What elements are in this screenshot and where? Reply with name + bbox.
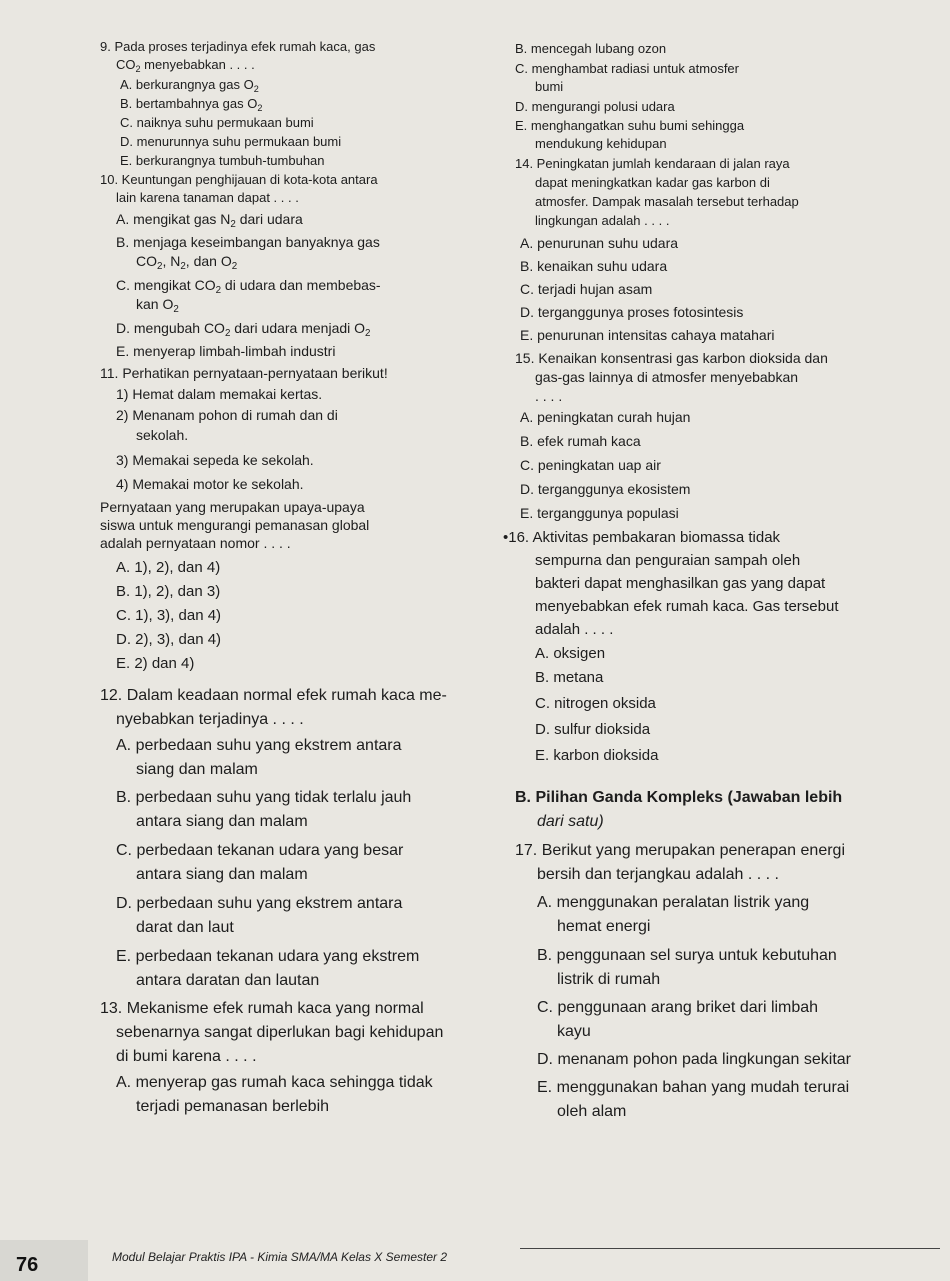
text-line-q15c: . . . . — [535, 388, 563, 404]
text-line-q17A2: hemat energi — [557, 918, 651, 935]
text-line-q11D: D. 2), 3), dan 4) — [116, 631, 222, 648]
text-line-q17: 17. Berikut yang merupakan penerapan energi — [515, 842, 845, 859]
text-line-q9B: B. bertambahnya gas $O_2$ — [120, 96, 263, 113]
text-line-q10A: A. mengikat gas $N_2$ dari udara — [116, 211, 303, 230]
text-line-q12A2: siang dan malam — [136, 761, 258, 778]
text-line-q9rE2: mendukung kehidupan — [535, 136, 667, 151]
text-line-q16: •16. Aktivitas pembakaran biomassa tidak — [503, 529, 781, 546]
text-line-q17B2: listrik di rumah — [557, 971, 661, 988]
text-line-q15B: B. efek rumah kaca — [520, 433, 641, 449]
text-line-q12D2: darat dan laut — [136, 919, 234, 936]
text-line-q9rD: D. mengurangi polusi udara — [515, 99, 675, 114]
text-line-q17E: E. menggunakan bahan yang mudah terurai — [537, 1079, 850, 1096]
text-line-q9E: E. berkurangnya tumbuh-tumbuhan — [120, 153, 325, 168]
text-line-q9A: A. berkurangnya gas $O_2$ — [120, 77, 259, 94]
text-line-secB2: dari satu) — [537, 813, 604, 830]
text-line-q14C: C. terjadi hujan asam — [520, 281, 653, 297]
text-line-q9C: C. naiknya suhu permukaan bumi — [120, 115, 314, 130]
text-line-q17B: B. penggunaan sel surya untuk kebutuhan — [537, 947, 837, 964]
text-line-q9rC2: bumi — [535, 79, 564, 94]
text-line-secB: B. Pilihan Ganda Kompleks (Jawaban lebih — [515, 789, 843, 806]
text-line-q12: 12. Dalam keadaan normal efek rumah kaca me- — [100, 687, 447, 704]
page-number: 76 — [16, 1254, 39, 1276]
text-line-q11E: E. 2) dan 4) — [116, 655, 195, 672]
text-line-q15D: D. terganggunya ekosistem — [520, 481, 691, 497]
book-title: Modul Belajar Praktis IPA - Kimia SMA/MA Kelas X Semester 2 — [112, 1250, 447, 1264]
text-line-q10D: D. mengubah $CO_2$ dari udara menjadi $O_2$ — [116, 320, 371, 339]
text-line-q10: 10. Keuntungan penghijauan di kota-kota antara — [100, 172, 378, 187]
text-line-q11-2b: sekolah. — [136, 427, 189, 443]
text-line-q10B: B. menjaga keseimbangan banyaknya gas — [116, 234, 380, 250]
text-line-q12C: C. perbedaan tekanan udara yang besar — [116, 842, 404, 859]
text-line-q11B: B. 1), 2), dan 3) — [116, 583, 221, 600]
text-line-q15E: E. terganggunya populasi — [520, 505, 679, 521]
text-line-q10C2: kan $O_2$ — [136, 296, 179, 315]
text-line-q16B: B. metana — [535, 669, 604, 686]
text-line-q12C2: antara siang dan malam — [136, 866, 308, 883]
page-number-box — [0, 1240, 88, 1281]
text-line-q12b: nyebabkan terjadinya . . . . — [116, 711, 304, 728]
text-line-q15C: C. peningkatan uap air — [520, 457, 661, 473]
text-line-q11s2: siswa untuk mengurangi pemanasan global — [100, 517, 370, 533]
text-line-q12B: B. perbedaan suhu yang tidak terlalu jauh — [116, 789, 412, 806]
text-line-q12B2: antara siang dan malam — [136, 813, 308, 830]
text-line-q9D: D. menurunnya suhu permukaan bumi — [120, 134, 342, 149]
text-line-q11-2: 2) Menanam pohon di rumah dan di — [116, 407, 338, 423]
text-line-q16d: menyebabkan efek rumah kaca. Gas tersebut — [535, 598, 839, 615]
text-line-q12D: D. perbedaan suhu yang ekstrem antara — [116, 895, 403, 912]
text-line-q11-3: 3) Memakai sepeda ke sekolah. — [116, 452, 314, 468]
text-line-q17C2: kayu — [557, 1023, 591, 1040]
text-line-q9rE: E. menghangatkan suhu bumi sehingga — [515, 118, 745, 133]
text-line-q9rC: C. menghambat radiasi untuk atmosfer — [515, 61, 739, 76]
text-line-q11-1: 1) Hemat dalam memakai kertas. — [116, 386, 323, 402]
text-line-q15: 15. Kenaikan konsentrasi gas karbon dioksida dan — [515, 350, 828, 366]
text-line-q11s3: adalah pernyataan nomor . . . . — [100, 535, 291, 551]
text-line-q11-4: 4) Memakai motor ke sekolah. — [116, 476, 304, 492]
text-line-q13c: di bumi karena . . . . — [116, 1048, 257, 1065]
text-line-q17D: D. menanam pohon pada lingkungan sekitar — [537, 1051, 851, 1068]
text-line-q17E2: oleh alam — [557, 1103, 627, 1120]
text-line-q16E: E. karbon dioksida — [535, 747, 659, 764]
text-line-q16b: sempurna dan penguraian sampah oleh — [535, 552, 801, 569]
text-line-q11: 11. Perhatikan pernyataan-pernyataan berikut! — [100, 365, 388, 381]
text-line-q14c: atmosfer. Dampak masalah tersebut terhadap — [535, 194, 799, 209]
text-line-q9rB: B. mencegah lubang ozon — [515, 41, 667, 56]
text-line-q16c: bakteri dapat menghasilkan gas yang dapat — [535, 575, 826, 592]
footer-divider — [520, 1248, 940, 1249]
text-line-q13: 13. Mekanisme efek rumah kaca yang normal — [100, 1000, 424, 1017]
text-line-q15b: gas-gas lainnya di atmosfer menyebabkan — [535, 369, 799, 385]
text-line-q9: 9. Pada proses terjadinya efek rumah kaca, gas — [100, 39, 376, 54]
text-line-q16C: C. nitrogen oksida — [535, 695, 656, 712]
text-line-q16D: D. sulfur dioksida — [535, 721, 651, 738]
text-line-q11C: C. 1), 3), dan 4) — [116, 607, 222, 624]
text-line-q16A: A. oksigen — [535, 645, 606, 662]
text-line-q17C: C. penggunaan arang briket dari limbah — [537, 999, 819, 1016]
text-line-q12E: E. perbedaan tekanan udara yang ekstrem — [116, 948, 420, 965]
text-line-q14: 14. Peningkatan jumlah kendaraan di jalan raya — [515, 156, 790, 171]
text-line-q17b: bersih dan terjangkau adalah . . . . — [537, 866, 779, 883]
text-line-q12A: A. perbedaan suhu yang ekstrem antara — [116, 737, 402, 754]
text-line-q10b: lain karena tanaman dapat . . . . — [116, 190, 299, 205]
text-line-q16e: adalah . . . . — [535, 621, 614, 638]
text-line-q11A: A. 1), 2), dan 4) — [116, 559, 221, 576]
text-line-q11s: Pernyataan yang merupakan upaya-upaya — [100, 499, 365, 515]
text-line-q13b: sebenarnya sangat diperlukan bagi kehidupan — [116, 1024, 444, 1041]
text-line-q15A: A. peningkatan curah hujan — [520, 409, 691, 425]
text-line-q9b: $CO_2$ menyebabkan . . . . — [116, 57, 255, 74]
text-line-q14b: dapat meningkatkan kadar gas karbon di — [535, 175, 770, 190]
text-line-q14B: B. kenaikan suhu udara — [520, 258, 668, 274]
text-line-q17A: A. menggunakan peralatan listrik yang — [537, 894, 810, 911]
text-line-q13A: A. menyerap gas rumah kaca sehingga tidak — [116, 1074, 433, 1091]
text-line-q10E: E. menyerap limbah-limbah industri — [116, 343, 336, 359]
text-line-q14d: lingkungan adalah . . . . — [535, 213, 670, 228]
text-line-q14A: A. penurunan suhu udara — [520, 235, 679, 251]
text-line-q10B2: $CO_2$, $N_2$, dan $O_2$ — [136, 253, 238, 272]
text-line-q14D: D. terganggunya proses fotosintesis — [520, 304, 744, 320]
text-line-q12E2: antara daratan dan lautan — [136, 972, 320, 989]
text-line-q13A2: terjadi pemanasan berlebih — [136, 1098, 330, 1115]
text-line-q10C: C. mengikat $CO_2$ di udara dan membebas- — [116, 277, 381, 296]
text-line-q14E: E. penurunan intensitas cahaya matahari — [520, 327, 775, 343]
